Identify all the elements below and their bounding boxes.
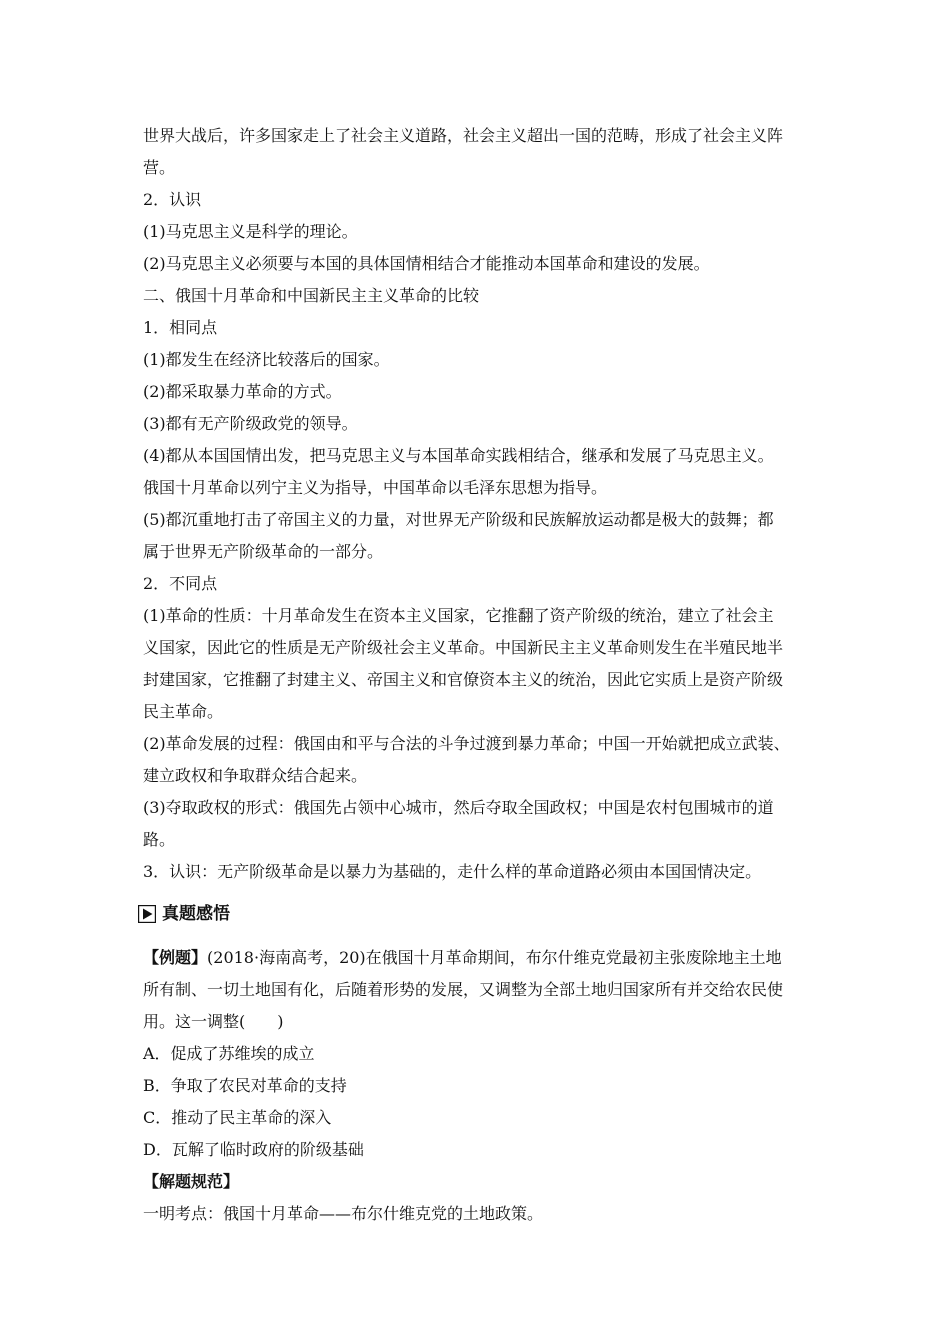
option-c: C．推动了民主革命的深入 [143,1108,332,1127]
example-tag: 【例题】 [143,948,208,967]
heading: 二、俄国十月革命和中国新民主主义革命的比较 [143,286,480,305]
text-line: 义国家，因此它的性质是无产阶级社会主义革命。中国新民主主义革命则发生在半殖民地半 [143,638,784,657]
text-line: 属于世界无产阶级革命的一部分。 [143,542,384,561]
text-line: 营。 [143,158,176,177]
subheading: 1．相同点 [143,318,218,337]
text-line: 3．认识：无产阶级革命是以暴力为基础的，走什么样的革命道路必须由本国国情决定。 [143,862,762,881]
option-b: B．争取了农民对革命的支持 [143,1076,347,1095]
text-line: 用。这一调整( ) [143,1012,284,1031]
text-line: (3)都有无产阶级政党的领导。 [143,414,358,433]
play-icon [138,905,156,923]
subheading: 2．不同点 [143,574,218,593]
text-line: (2)马克思主义必须要与本国的具体国情相结合才能推动本国革命和建设的发展。 [143,254,710,273]
option-d: D．瓦解了临时政府的阶级基础 [143,1140,364,1159]
example-text: (2018·海南高考，20)在俄国十月革命期间，布尔什维克党最初主张废除地主土地 [207,948,782,967]
section-title: 真题感悟 [162,904,230,924]
text-line: (1)都发生在经济比较落后的国家。 [143,350,390,369]
text-line: (2)革命发展的过程：俄国由和平与合法的斗争过渡到暴力革命；中国一开始就把成立武装、 [143,734,790,753]
text-line: 世界大战后，许多国家走上了社会主义道路，社会主义超出一国的范畴，形成了社会主义阵 [143,126,784,145]
text-line: 路。 [143,830,176,849]
example-question-line [143,947,782,969]
text-line: (1)马克思主义是科学的理论。 [143,222,358,241]
text-line: 一明考点：俄国十月革命——布尔什维克党的土地政策。 [143,1204,544,1223]
option-a: A．促成了苏维埃的成立 [143,1044,315,1063]
text-line: 所有制、一切土地国有化，后随着形势的发展，又调整为全部土地归国家所有并交给农民使 [143,980,784,999]
text-line: (4)都从本国国情出发，把马克思主义与本国革命实践相结合，继承和发展了马克思主义。 [143,446,774,465]
analysis-tag: 【解题规范】 [143,1172,240,1191]
text-line: (2)都采取暴力革命的方式。 [143,382,342,401]
text-line: 民主革命。 [143,702,224,721]
text-line: 俄国十月革命以列宁主义为指导，中国革命以毛泽东思想为指导。 [143,478,608,497]
text-line: 封建国家，它推翻了封建主义、帝国主义和官僚资本主义的统治，因此它实质上是资产阶级 [143,670,784,689]
text-line: (3)夺取政权的形式：俄国先占领中心城市，然后夺取全国政权；中国是农村包围城市的道 [143,798,774,817]
text-line: (5)都沉重地打击了帝国主义的力量，对世界无产阶级和民族解放运动都是极大的鼓舞；都 [143,510,774,529]
text-line: 建立政权和争取群众结合起来。 [143,766,368,785]
subheading: 2．认识 [143,190,202,209]
section-header [138,903,230,925]
text-line: (1)革命的性质：十月革命发生在资本主义国家，它推翻了资产阶级的统治，建立了社会主 [143,606,774,625]
